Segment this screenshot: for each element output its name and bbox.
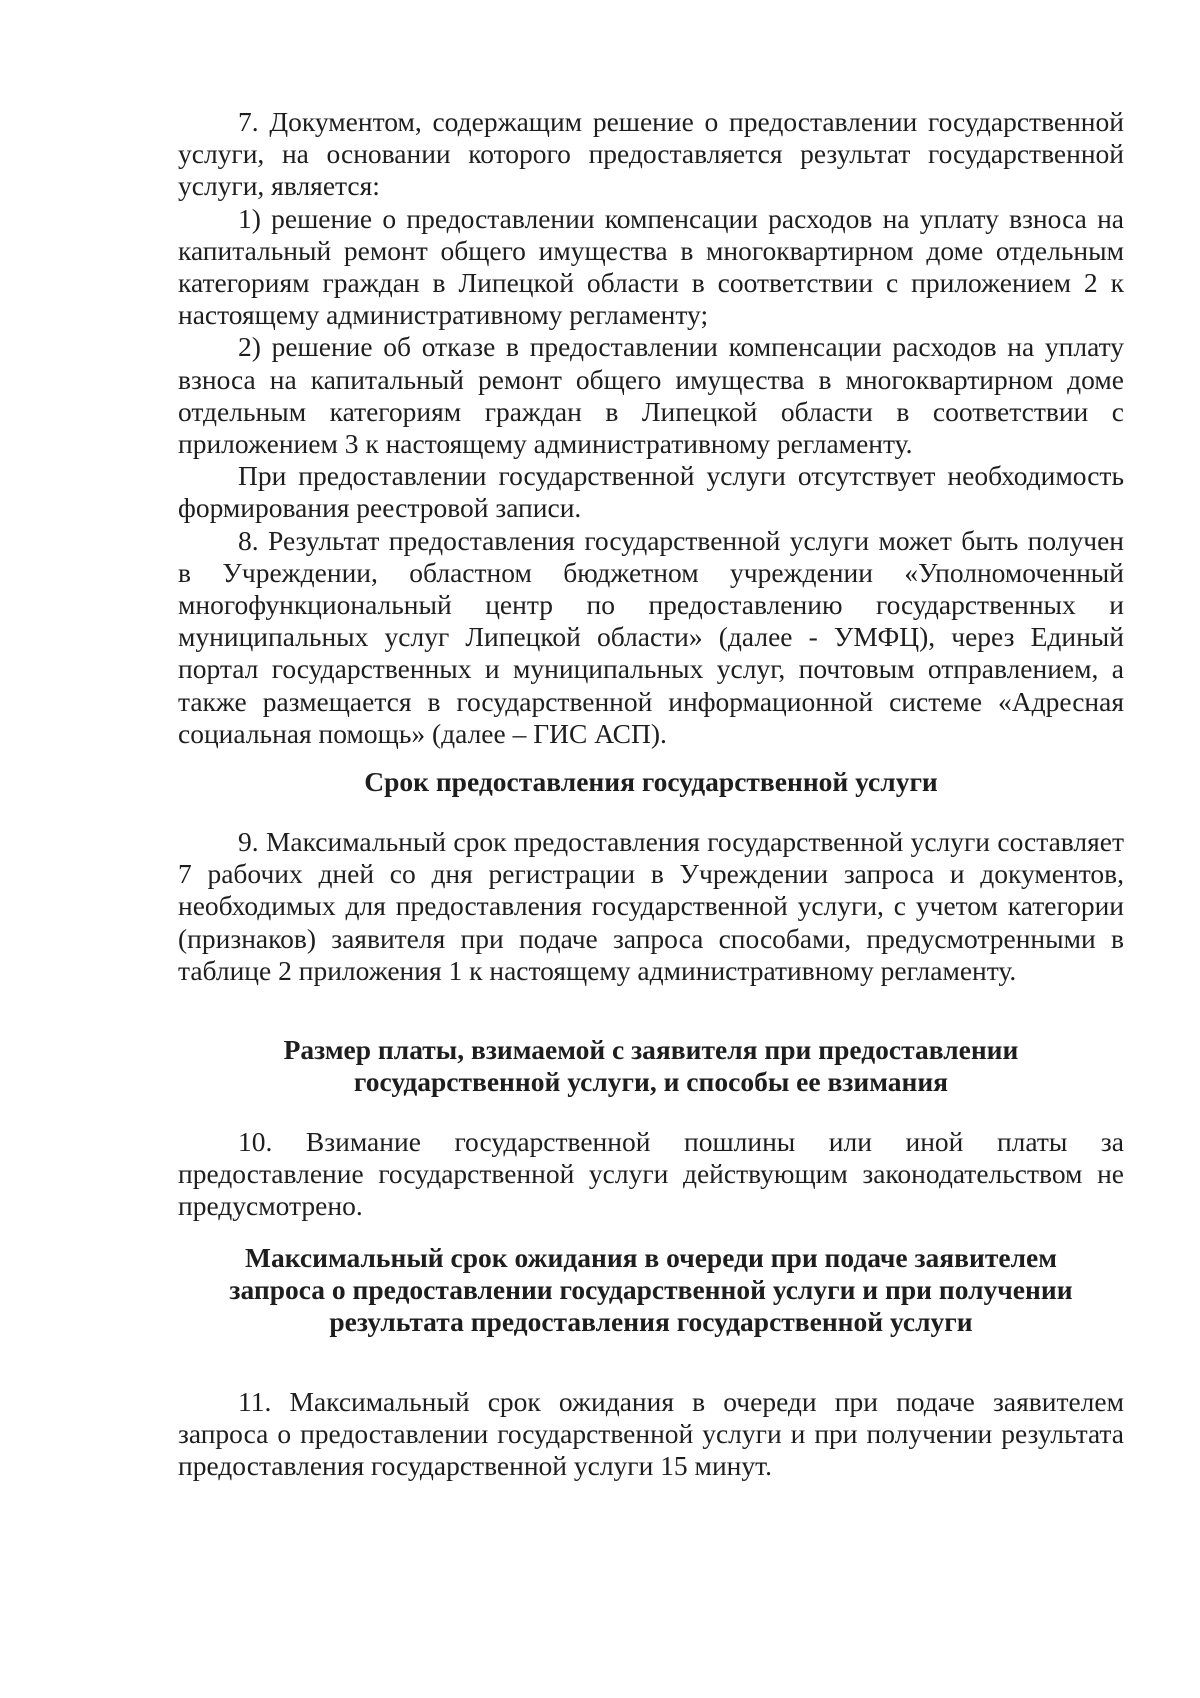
paragraph-7-item-1: 1) решение о предоставлении компенсации расходов на уплату взноса на капитальный ремонт общего имущества в многоквартирном доме отдельным категориям граждан в Липецкой области в соответствии с приложением 2 к настоящему административному регламенту; [178,202,1124,331]
heading-queue-line-2: запроса о предоставлении государственной услуги и при получении [229,1274,1073,1306]
paragraph-7-intro: 7. Документом, содержащим решение о предоставлении государственной услуги, на основании которого предоставляется результат государственной услуги, является: [178,106,1124,202]
heading-queue-line-3: результата предоставления государственной услуги [329,1306,973,1338]
heading-queue [178,1242,1124,1339]
paragraph-7-note: При предоставлении государственной услуги отсутствует необходимость формирования реестровой записи. [178,460,1124,524]
paragraph-block-7-8 [178,106,1124,750]
paragraph-10: 10. Взимание государственной пошлины или иной платы за предоставление государственной услуги действующим законодательством не предусмотрено. [178,1126,1124,1222]
paragraph-block-9 [178,826,1124,987]
paragraph-block-11 [178,1386,1124,1483]
heading-fee [178,1034,1124,1098]
paragraph-block-10 [178,1126,1124,1223]
paragraph-8: 8. Результат предоставления государственной услуги может быть получен в Учреждении, областном бюджетном учреждении «Уполномоченный многофункциональный центр по предоставлению государственных и муниципальных услуг Липецкой области» (далее - УМФЦ), через Единый портал государственных и муниципальных услуг, почтовым отправлением, а также размещается в государственной информационной системе «Адресная социальная помощь» (далее – ГИС АСП). [178,524,1124,749]
heading-fee-line-2: государственной услуги, и способы ее взимания [353,1066,949,1098]
heading-queue-line-1: Максимальный срок ожидания в очереди при подаче заявителем [245,1242,1057,1273]
paragraph-7-item-2: 2) решение об отказе в предоставлении компенсации расходов на уплату взноса на капитальный ремонт общего имущества в многоквартирном доме отдельным категориям граждан в Липецкой области в соответствии с приложением 3 к настоящему административному регламенту. [178,331,1124,460]
heading-fee-line-1: Размер платы, взимаемой с заявителя при предоставлении [283,1034,1019,1065]
paragraph-11: 11. Максимальный срок ожидания в очереди при подаче заявителем запроса о предоставлении государственной услуги и при получении результата предоставления государственной услуги 15 минут. [178,1386,1124,1482]
paragraph-9: 9. Максимальный срок предоставления государственной услуги составляет 7 рабочих дней со дня регистрации в Учреждении запроса и документов, необходимых для предоставления государственной услуги, с учетом категории (признаков) заявителя при подаче запроса способами, предусмотренными в таблице 2 приложения 1 к настоящему административному регламенту. [178,826,1124,986]
heading-service-term: Срок предоставления государственной услуги [364,766,938,797]
